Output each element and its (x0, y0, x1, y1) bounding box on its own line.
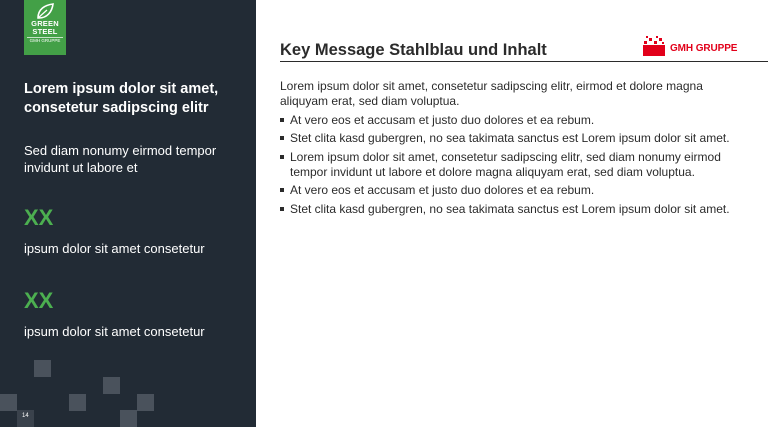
list-item (280, 113, 740, 128)
logo-line-2: STEEL (32, 27, 58, 36)
gmh-pixel-icon (642, 35, 668, 59)
stat-label-2: ipsum dolor sit amet consetetur (24, 324, 205, 339)
page-title: Key Message Stahlblau und Inhalt (280, 41, 547, 59)
list-item-text: Stet clita kasd gubergren, no sea takimata sanctus est Lorem ipsum dolor sit amet. (290, 201, 730, 216)
intro-paragraph: Lorem ipsum dolor sit amet, consetetur sadipscing elitr, eirmod et dolore magna aliquyam erat, sed diam voluptua. (280, 79, 703, 109)
list-item-text: At vero eos et accusam et justo duo dolores et ea rebum. (290, 183, 595, 198)
stat-value-2: XX (24, 288, 54, 313)
brand-name: GMH GRUPPE (670, 43, 738, 54)
bullet-icon (280, 155, 284, 159)
bullet-icon (280, 207, 284, 211)
body-content (280, 79, 740, 220)
list-item-text: Stet clita kasd gubergren, no sea takimata sanctus est Lorem ipsum dolor sit amet. (290, 131, 730, 146)
list-item (280, 202, 740, 217)
bullet-icon (280, 118, 284, 122)
logo-line-3: GMH GRUPPE (27, 37, 63, 44)
decor-square (120, 410, 137, 427)
bullet-list (280, 113, 740, 217)
decor-square (0, 394, 17, 411)
list-item-text: At vero eos et accusam et justo duo dolores et ea rebum. (290, 112, 595, 127)
list-item (280, 183, 740, 198)
title-divider (280, 61, 768, 62)
list-item-text: Lorem ipsum dolor sit amet, consetetur sadipscing elitr, sed diam nonumy eirmod tempor invidunt ut labore et dolore magna aliquyam erat, sed diam voluptua. (290, 149, 721, 180)
bullet-icon (280, 136, 284, 140)
decor-square (103, 377, 120, 394)
decor-square (137, 394, 154, 411)
sidebar-subtitle: Sed diam nonumy eirmod tempor invidunt ut labore et (24, 143, 217, 175)
decor-square (34, 360, 51, 377)
leaf-icon (35, 3, 55, 20)
list-item (280, 150, 740, 181)
green-steel-logo (24, 0, 66, 55)
decor-square (69, 394, 86, 411)
stat-label-1: ipsum dolor sit amet consetetur (24, 241, 205, 256)
gmh-gruppe-logo (642, 35, 742, 59)
bullet-icon (280, 188, 284, 192)
sidebar-title: Lorem ipsum dolor sit amet, consetetur sadipscing elitr (24, 81, 219, 116)
logo-line-1: GREEN (31, 19, 59, 28)
page-number: 14 (22, 413, 29, 419)
sidebar (0, 0, 256, 427)
list-item (280, 131, 740, 146)
stat-value-1: XX (24, 205, 54, 230)
